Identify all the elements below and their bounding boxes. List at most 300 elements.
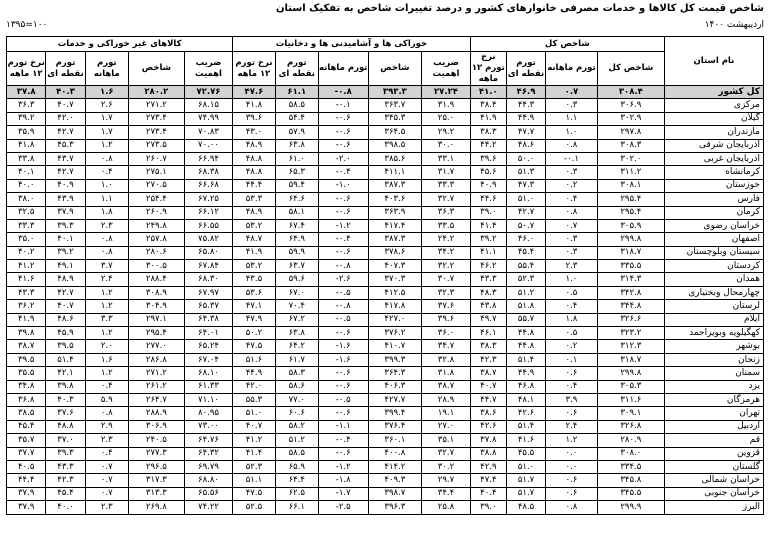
value-cell: ۵۱.۳ — [506, 166, 545, 179]
value-cell: ۲۹۵.۴ — [597, 193, 664, 206]
value-cell: ۶۷.۹۷ — [184, 286, 233, 299]
value-cell: ۲۷۱.۲ — [128, 367, 184, 380]
value-cell: ۱.۰- — [318, 179, 368, 192]
value-cell: ۴۱.۴ — [470, 219, 506, 232]
value-cell: ۳۱۱.۶ — [597, 393, 664, 406]
value-cell: ۴۴.۷ — [470, 393, 506, 406]
value-cell: ۲۵.۸ — [422, 501, 471, 514]
value-cell: ۰.۴- — [318, 233, 368, 246]
value-cell: ۵۸.۲ — [275, 420, 318, 433]
value-cell: ۴۲.۷ — [506, 206, 545, 219]
value-cell: ۰.۶- — [318, 447, 368, 460]
value-cell: ۱.۰ — [546, 126, 598, 139]
value-cell: ۱.۱- — [318, 420, 368, 433]
value-cell: ۰.۵- — [318, 313, 368, 326]
value-cell: ۵۱.۸ — [506, 300, 545, 313]
value-cell: ۵۹.۹ — [275, 246, 318, 259]
value-cell: ۳۵.۹ — [7, 126, 46, 139]
value-cell: ۳۹.۲ — [46, 246, 85, 259]
value-cell: ۳۹۸.۵ — [368, 139, 422, 152]
table-row — [7, 233, 764, 246]
group-header-food: خوراکی ها و آشامیدنی ها و دخانیات — [233, 37, 470, 52]
value-cell: ۴۵.۴ — [7, 420, 46, 433]
value-cell: ۰.۶- — [318, 206, 368, 219]
value-cell: ۲۸۰.۶ — [128, 246, 184, 259]
value-cell: ۳۸.۷ — [470, 367, 506, 380]
value-cell: ۲۸۶.۸ — [128, 353, 184, 366]
value-cell: ۴۸.۹ — [46, 273, 85, 286]
value-cell: ۰.۶ — [546, 487, 598, 500]
value-cell: ۴۴.۳ — [506, 99, 545, 112]
province-name-cell: کرمانشاه — [664, 166, 763, 179]
sub-header: شاخص کل — [597, 52, 664, 86]
value-cell: ۳۹۶.۳ — [368, 501, 422, 514]
sub-header: تورم ماهانه — [85, 52, 128, 86]
table-row — [7, 300, 764, 313]
value-cell: ۴۱.۹ — [7, 313, 46, 326]
value-cell: ۲۹۷.۱ — [128, 313, 184, 326]
value-cell: ۵۱.۱ — [233, 474, 275, 487]
value-cell: ۳۸.۳ — [470, 340, 506, 353]
value-cell: ۳۰۸.۴ — [597, 86, 664, 99]
value-cell: ۳۵.۰ — [7, 233, 46, 246]
province-name-cell: گیلان — [664, 112, 763, 125]
value-cell: ۳۷.۹ — [46, 206, 85, 219]
value-cell: ۶۴.۴ — [275, 474, 318, 487]
value-cell: ۴۴.۹ — [506, 112, 545, 125]
value-cell: ۳۱.۸ — [422, 367, 471, 380]
inflation-table — [6, 36, 764, 515]
value-cell: ۱.۸ — [85, 206, 128, 219]
value-cell: ۰.۴ — [85, 166, 128, 179]
value-cell: ۲۷۷.۳ — [128, 447, 184, 460]
value-cell: ۶۷.۸۴ — [184, 260, 233, 273]
value-cell: ۴۳.۵ — [233, 273, 275, 286]
value-cell: ۶۱.۱ — [275, 86, 318, 99]
value-cell: ۶۳.۸ — [275, 139, 318, 152]
value-cell: ۳۳.۸ — [7, 152, 46, 165]
value-cell: ۴۴.۸ — [506, 327, 545, 340]
sub-header: نرخ تورم ۱۲ ماهه — [7, 52, 46, 86]
value-cell: ۳۰۶.۹ — [597, 99, 664, 112]
value-cell: ۴۴.۲ — [470, 139, 506, 152]
table-row — [7, 246, 764, 259]
value-cell: ۴۳.۷ — [46, 152, 85, 165]
value-cell: ۵۱.۲ — [506, 286, 545, 299]
value-cell: ۰.۶ — [546, 474, 598, 487]
value-cell: ۴۶.۸ — [506, 380, 545, 393]
value-cell: ۴۱.۰ — [470, 86, 506, 99]
value-cell: ۵۳.۲ — [233, 219, 275, 232]
value-cell: ۰.۴ — [546, 193, 598, 206]
value-cell: ۴۴.۶ — [470, 193, 506, 206]
value-cell: ۴۷.۴ — [470, 474, 506, 487]
province-name-cell: کردستان — [664, 260, 763, 273]
value-cell: ۴۴.۸ — [506, 340, 545, 353]
value-cell: ۲۹.۲ — [422, 126, 471, 139]
value-cell: ۶۵.۲۴ — [184, 340, 233, 353]
value-cell: ۵۱.۴ — [506, 420, 545, 433]
value-cell: ۵۱.۴ — [46, 353, 85, 366]
value-cell: ۴۴.۹ — [233, 367, 275, 380]
value-cell: ۰.۱- — [318, 99, 368, 112]
value-cell: ۰.۵ — [546, 327, 598, 340]
value-cell: ۳۰۶.۹ — [128, 420, 184, 433]
value-cell: ۳۴.۸ — [7, 380, 46, 393]
value-cell: ۴۲.۷ — [46, 166, 85, 179]
value-cell: ۴۱.۱ — [470, 246, 506, 259]
value-cell: ۲.۳ — [85, 434, 128, 447]
value-cell: ۴۰.۷ — [46, 99, 85, 112]
value-cell: ۷۵.۸۲ — [184, 233, 233, 246]
value-cell: ۵۸.۳ — [275, 367, 318, 380]
value-cell: ۴۴.۴ — [233, 179, 275, 192]
value-cell: ۰.۶- — [318, 193, 368, 206]
value-cell: ۷۷.۰ — [275, 393, 318, 406]
value-cell: ۵۳.۲ — [233, 260, 275, 273]
value-cell: ۶۱.۳۳ — [184, 380, 233, 393]
value-cell: ۴۱.۴ — [233, 447, 275, 460]
value-cell: ۳۴۵.۸ — [597, 474, 664, 487]
table-row — [7, 112, 764, 125]
value-cell: ۳.۳ — [85, 313, 128, 326]
value-cell: ۶۶.۵۵ — [184, 219, 233, 232]
value-cell: ۰.۳ — [546, 166, 598, 179]
value-cell: ۴۱.۲ — [233, 434, 275, 447]
value-cell: ۲.۹ — [85, 420, 128, 433]
value-cell: ۳۶.۳ — [422, 206, 471, 219]
value-cell: ۵۱.۲ — [275, 434, 318, 447]
value-cell: ۶۷.۰ — [275, 286, 318, 299]
value-cell: ۰.۳ — [546, 99, 598, 112]
value-cell: ۴۸.۵ — [506, 501, 545, 514]
value-cell: ۰.۶- — [318, 380, 368, 393]
value-cell: ۶۴.۷۶ — [184, 434, 233, 447]
value-cell: ۴۰.۹ — [470, 179, 506, 192]
table-row — [7, 126, 764, 139]
value-cell: ۶۸.۳۸ — [184, 166, 233, 179]
province-name-cell: هرمزگان — [664, 393, 763, 406]
sub-header: شاخص — [128, 52, 184, 86]
value-cell: ۴۳.۹ — [46, 193, 85, 206]
value-cell: ۲۷۱.۲ — [128, 99, 184, 112]
value-cell: ۳۱.۹ — [422, 99, 471, 112]
province-name-cell: کرمان — [664, 206, 763, 219]
value-cell: ۳۱۸.۷ — [597, 246, 664, 259]
sub-header: تورم نقطه ای — [275, 52, 318, 86]
value-cell: ۳۰۸.۹ — [128, 286, 184, 299]
value-cell: ۴۸.۸ — [233, 152, 275, 165]
value-cell: ۳۷.۸ — [470, 434, 506, 447]
value-cell: ۷۰.۰۰ — [184, 139, 233, 152]
value-cell: ۲۸۰.۹ — [597, 434, 664, 447]
value-cell: ۳۳.۱ — [422, 152, 471, 165]
value-cell: ۳۲۳.۲ — [597, 327, 664, 340]
value-cell: ۳۹.۰ — [470, 206, 506, 219]
value-cell: ۴۲.۷ — [46, 126, 85, 139]
value-cell: ۲۷.۲۴ — [422, 86, 471, 99]
value-cell: ۰.۷ — [546, 86, 598, 99]
value-cell: ۰.۴- — [318, 166, 368, 179]
value-cell: ۱.۲ — [85, 139, 128, 152]
subtitle-row — [6, 20, 764, 32]
value-cell: ۱.۶- — [318, 353, 368, 366]
value-cell: ۳۶.۳ — [7, 99, 46, 112]
value-cell: ۴۰.۵ — [7, 460, 46, 473]
value-cell: ۴۶.۱ — [470, 327, 506, 340]
value-cell: ۳۲.۷ — [422, 447, 471, 460]
value-cell: ۳۰.۷ — [422, 273, 471, 286]
value-cell: ۴۲.۶ — [506, 407, 545, 420]
value-cell: ۲۹۵.۴ — [597, 206, 664, 219]
value-cell: ۱.۲- — [318, 219, 368, 232]
value-cell: ۳۳.۵ — [422, 219, 471, 232]
table-row — [7, 99, 764, 112]
value-cell: ۶۳.۸ — [275, 327, 318, 340]
value-cell: ۳۹۳.۳ — [368, 86, 422, 99]
value-cell: ۳۶.۲ — [7, 300, 46, 313]
value-cell: ۵۱.۰ — [506, 460, 545, 473]
value-cell: ۶۶.۱ — [275, 501, 318, 514]
value-cell: ۳۵.۱ — [422, 434, 471, 447]
value-cell: ۴۱۷.۸ — [368, 300, 422, 313]
province-name-cell: خراسان شمالی — [664, 474, 763, 487]
value-cell: ۰.۸- — [318, 260, 368, 273]
value-cell: ۳۰۵.۳ — [597, 380, 664, 393]
province-name-cell: زنجان — [664, 353, 763, 366]
value-cell: ۰.۸ — [546, 206, 598, 219]
value-cell: ۳۲۶.۶ — [597, 313, 664, 326]
value-cell: ۶۷.۴ — [275, 219, 318, 232]
value-cell: ۰.۲ — [546, 340, 598, 353]
table-row — [7, 86, 764, 99]
value-cell: ۴۱۱.۱ — [368, 166, 422, 179]
value-cell: ۳۸۷.۳ — [368, 179, 422, 192]
value-cell: ۳۹۹.۳ — [368, 353, 422, 366]
value-cell: ۲۴۰.۵ — [128, 434, 184, 447]
value-cell: ۴۲.۱ — [46, 367, 85, 380]
value-cell: ۳۰۰.۵ — [128, 260, 184, 273]
value-cell: ۴۶.۲ — [470, 260, 506, 273]
value-cell: ۰.۵- — [318, 393, 368, 406]
province-name-cell: اذربایجان شرقی — [664, 139, 763, 152]
value-cell: ۴۰۰.۸ — [368, 447, 422, 460]
value-cell: ۱.۰ — [85, 179, 128, 192]
value-cell: ۴۱.۹ — [470, 112, 506, 125]
value-cell: ۳۶۳.۷ — [368, 99, 422, 112]
value-cell: ۰.۵ — [546, 286, 598, 299]
province-name-cell: قم — [664, 434, 763, 447]
province-name-cell: ایلام — [664, 313, 763, 326]
value-cell: ۴۱۲.۵ — [368, 286, 422, 299]
value-cell: ۲.۳ — [85, 219, 128, 232]
value-cell: ۶۲.۵ — [275, 487, 318, 500]
value-cell: ۶۶.۱۲ — [184, 206, 233, 219]
value-cell: ۵۱.۷ — [506, 474, 545, 487]
table-row — [7, 286, 764, 299]
value-cell: ۳۴۵.۵ — [597, 487, 664, 500]
value-cell: ۶۵.۸۰ — [184, 246, 233, 259]
value-cell: ۲۸۰.۲ — [128, 86, 184, 99]
value-cell: ۳۹.۶ — [233, 112, 275, 125]
value-cell: ۷۰.۴ — [275, 300, 318, 313]
value-cell: ۳۸.۷ — [422, 380, 471, 393]
value-cell: ۴۱.۶ — [7, 273, 46, 286]
province-name-cell: یزد — [664, 380, 763, 393]
province-name-cell: همدان — [664, 273, 763, 286]
value-cell: ۱.۷- — [318, 487, 368, 500]
value-cell: ۵۵.۳ — [233, 393, 275, 406]
value-cell: ۱.۰ — [546, 273, 598, 286]
value-cell: ۰.۶- — [318, 367, 368, 380]
table-row — [7, 206, 764, 219]
value-cell: ۰.۴- — [318, 434, 368, 447]
value-cell: ۴۸.۶ — [46, 313, 85, 326]
value-cell: ۶۴.۳۲ — [184, 447, 233, 460]
value-cell: ۳۱.۷ — [422, 166, 471, 179]
value-cell: ۳۴۵.۳ — [368, 112, 422, 125]
value-cell: ۳۶۳.۹ — [368, 206, 422, 219]
value-cell: ۳.۹ — [546, 393, 598, 406]
value-cell: ۲.۴ — [85, 273, 128, 286]
province-name-cell: سیستان وبلوچستان — [664, 246, 763, 259]
table-row — [7, 501, 764, 514]
value-cell: ۱.۶ — [85, 353, 128, 366]
value-cell: ۴۱۰.۷ — [368, 340, 422, 353]
table-row — [7, 327, 764, 340]
table-row — [7, 166, 764, 179]
value-cell: ۳۱۸.۷ — [597, 353, 664, 366]
value-cell: ۴۸.۹ — [233, 206, 275, 219]
province-name-cell: اصفهان — [664, 233, 763, 246]
value-cell: ۰.۸ — [85, 233, 128, 246]
value-cell: ۳۸۷.۳ — [368, 233, 422, 246]
value-cell: ۴۰۹.۳ — [368, 474, 422, 487]
province-name-cell: لرستان — [664, 300, 763, 313]
table-row — [7, 434, 764, 447]
table-row — [7, 447, 764, 460]
value-cell: ۲۷.۰ — [422, 420, 471, 433]
value-cell: ۱.۸ — [546, 313, 598, 326]
value-cell: ۷۰.۸۳ — [184, 126, 233, 139]
value-cell: ۴۲.۳ — [46, 474, 85, 487]
value-cell: ۲۶۴.۷ — [128, 393, 184, 406]
value-cell: ۳۲۶.۸ — [597, 420, 664, 433]
value-cell: ۷۲.۷۶ — [184, 86, 233, 99]
value-cell: ۶۵.۳ — [275, 166, 318, 179]
sub-header: تورم نقطه ای — [46, 52, 85, 86]
value-cell: ۴۰.۱ — [7, 166, 46, 179]
value-cell: ۰.۱- — [546, 152, 598, 165]
value-cell: ۴۶.۹ — [506, 86, 545, 99]
value-cell: ۴۴.۴ — [7, 474, 46, 487]
value-cell: ۰.۸- — [318, 300, 368, 313]
value-cell: ۰.۴ — [546, 300, 598, 313]
value-cell: ۳۴.۷ — [422, 340, 471, 353]
value-cell: ۱.۲ — [85, 327, 128, 340]
value-cell: ۰.۳ — [546, 246, 598, 259]
value-cell: ۰.۸ — [546, 139, 598, 152]
value-cell: ۴۱.۲ — [7, 260, 46, 273]
value-cell: ۲۷۵.۱ — [128, 166, 184, 179]
base-year-label: ۱۳۹۵=۱۰۰ — [6, 20, 48, 30]
value-cell: ۳۳.۳ — [422, 179, 471, 192]
value-cell: ۶۴.۶ — [275, 193, 318, 206]
value-cell: ۲۷۷.۰ — [128, 340, 184, 353]
value-cell: ۰.۸ — [546, 501, 598, 514]
value-cell: ۳۹.۸ — [46, 380, 85, 393]
value-cell: ۴۲.۳ — [470, 353, 506, 366]
value-cell: ۲۹۹.۹ — [597, 501, 664, 514]
value-cell: ۴۵.۵ — [506, 447, 545, 460]
value-cell: ۰.۸ — [85, 407, 128, 420]
value-cell: ۵۰.۰ — [506, 152, 545, 165]
table-row — [7, 474, 764, 487]
value-cell: ۳۹.۳ — [46, 447, 85, 460]
value-cell: ۳۱۷.۳ — [128, 474, 184, 487]
value-cell: ۰.۶- — [318, 126, 368, 139]
value-cell: ۱.۶ — [85, 86, 128, 99]
value-cell: ۴۰.۰ — [46, 501, 85, 514]
value-cell: ۵۵.۷ — [506, 313, 545, 326]
value-cell: ۰.۰ — [546, 447, 598, 460]
value-cell: ۰.۸- — [318, 86, 368, 99]
sub-header: ضریب اهمیت — [184, 52, 233, 86]
value-cell: ۶۸.۸۰ — [184, 474, 233, 487]
value-cell: ۳۷.۶ — [422, 300, 471, 313]
value-cell: ۵۸.۶ — [275, 380, 318, 393]
value-cell: ۴۱۷.۴ — [368, 219, 422, 232]
value-cell: ۳۲.۲ — [422, 260, 471, 273]
value-cell: ۴۱.۶ — [506, 434, 545, 447]
table-row — [7, 273, 764, 286]
value-cell: ۵۸.۵ — [275, 99, 318, 112]
value-cell: ۳۶۴.۵ — [368, 126, 422, 139]
value-cell: ۲۸۸.۴ — [128, 273, 184, 286]
value-cell: ۲.۳ — [85, 501, 128, 514]
value-cell: ۳۲.۷ — [422, 193, 471, 206]
value-cell: ۶۸.۱۵ — [184, 99, 233, 112]
value-cell: ۰.۷ — [85, 487, 128, 500]
table-row — [7, 260, 764, 273]
table-row — [7, 152, 764, 165]
value-cell: ۴۱.۸ — [7, 139, 46, 152]
value-cell: ۱.۸- — [318, 474, 368, 487]
value-cell: ۳۷.۹ — [7, 487, 46, 500]
value-cell: ۳۱۲.۳ — [597, 340, 664, 353]
value-cell: ۲۸۸.۹ — [128, 407, 184, 420]
value-cell: ۳۱۱.۲ — [597, 166, 664, 179]
value-cell: ۱.۲ — [85, 286, 128, 299]
value-cell: ۶۴.۰۱ — [184, 327, 233, 340]
value-cell: ۳۷۰.۳ — [368, 273, 422, 286]
value-cell: ۵۲.۳ — [233, 460, 275, 473]
value-cell: ۴۰۷.۳ — [368, 260, 422, 273]
value-cell: ۴۷.۵ — [233, 487, 275, 500]
value-cell: ۵۲.۳ — [506, 273, 545, 286]
value-cell: ۳۰۸.۳ — [597, 139, 664, 152]
value-cell: ۶۱.۷ — [275, 353, 318, 366]
value-cell: ۳۲.۸ — [422, 353, 471, 366]
value-cell: ۲۴۹.۸ — [128, 219, 184, 232]
value-cell: ۳۸۵.۶ — [368, 152, 422, 165]
province-name-cell: گلستان — [664, 460, 763, 473]
value-cell: ۴۲۷.۷ — [368, 393, 422, 406]
value-cell: ۰.۷ — [85, 460, 128, 473]
value-cell: ۰.۶ — [546, 367, 598, 380]
value-cell: ۷۳.۰۰ — [184, 420, 233, 433]
table-row — [7, 393, 764, 406]
